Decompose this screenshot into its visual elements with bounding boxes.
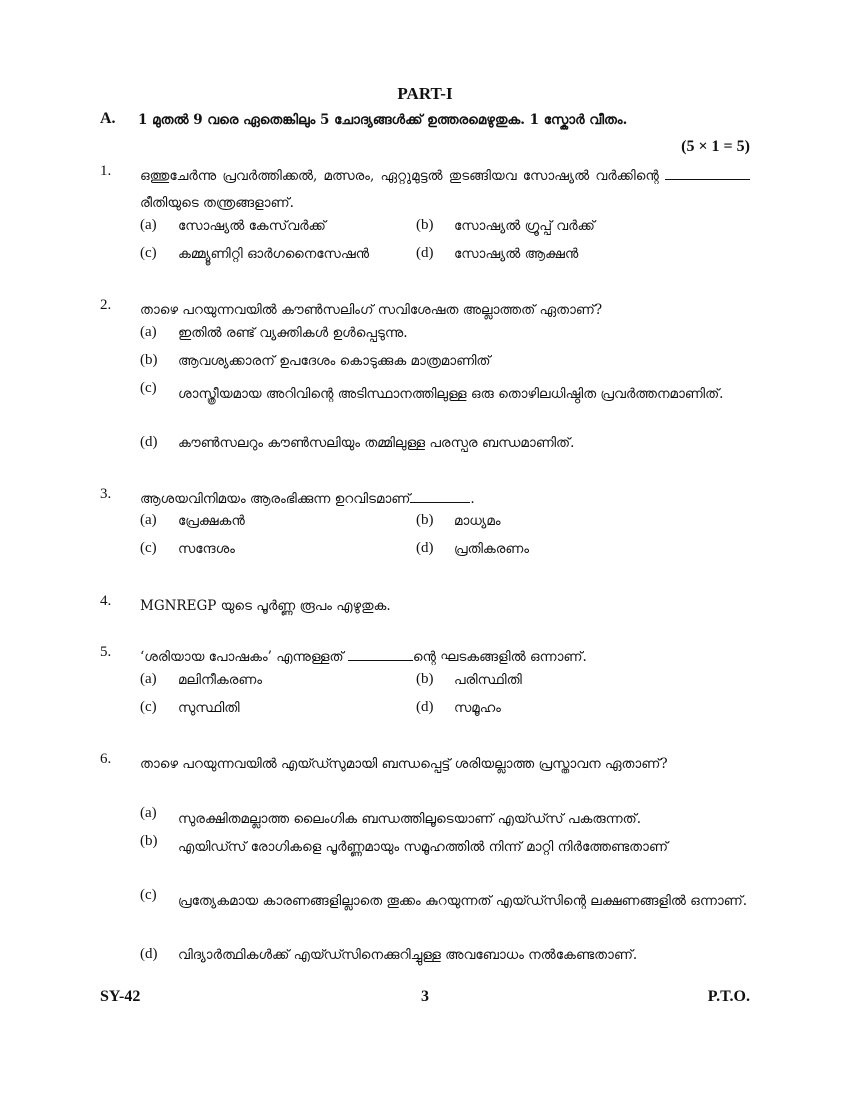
- question-number: 2.: [100, 297, 112, 313]
- question-text: ‘ശരിയായ പോഷകം’ എന്നുള്ളത് ന്റെ ഘടകങ്ങളിൽ ഒന്നാണ്.: [140, 649, 587, 665]
- pto-label: P.T.O.: [707, 988, 750, 1005]
- paper-code: SY-42: [100, 988, 141, 1005]
- section-letter: A.: [100, 110, 116, 127]
- question-number: 3.: [100, 486, 112, 502]
- question-number: 6.: [100, 751, 112, 767]
- question-number: 5.: [100, 644, 112, 660]
- question-text: ആശയവിനിമയം ആരംഭിക്കുന്ന ഉറവിടമാണ് .: [140, 491, 475, 507]
- question-text: ഒത്തുചേർന്നു പ്രവർത്തിക്കൽ, മത്സരം, ഏറ്റുമുട്ടൽ തുടങ്ങിയവ സോഷ്യൽ വർക്കിന്റെ രീതിയുടെ തന്ത്രങ്ങളാണ്.: [140, 163, 750, 217]
- answer-blank: [348, 660, 413, 661]
- question-number: 4.: [100, 593, 112, 609]
- answer-blank: [410, 502, 470, 503]
- question-text: MGNREGP യുടെ പൂർണ്ണ രൂപം എഴുതുക.: [140, 598, 391, 614]
- answer-blank: [665, 179, 750, 180]
- question-number: 1.: [100, 163, 112, 179]
- question-text: താഴെ പറയുന്നവയിൽ കൗൺസലിംഗ് സവിശേഷത അല്ലാത്തത് ഏതാണ്?: [140, 302, 603, 318]
- question-text: താഴെ പറയുന്നവയിൽ എയ്ഡ്സുമായി ബന്ധപ്പെട്ട് ശരിയല്ലാത്ത പ്രസ്താവന ഏതാണ്?: [140, 756, 668, 772]
- part-title: PART-I: [397, 84, 453, 103]
- section-instruction-text: 1 മുതൽ 9 വരെ ഏതെങ്കിലും 5 ചോദ്യങ്ങൾക്ക് ഉത്തരമെഴുതുക. 1 സ്കോർ വീതം.: [138, 112, 628, 128]
- page-number: 3: [421, 988, 429, 1005]
- section-marks: (5 × 1 = 5): [681, 138, 750, 155]
